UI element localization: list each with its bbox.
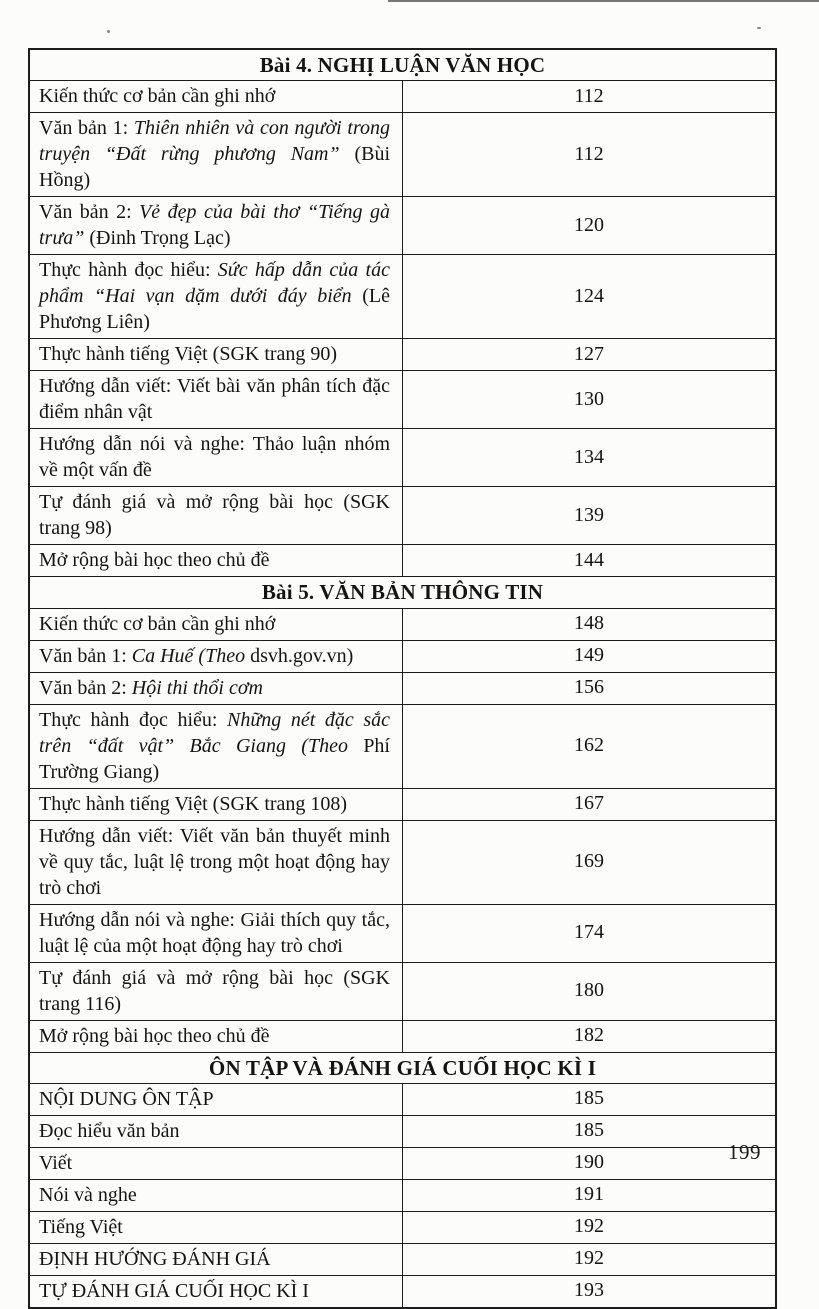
toc-row [29, 371, 776, 429]
row-page-number: 144 [403, 545, 777, 577]
page-number: 199 [728, 1140, 761, 1164]
title-segment: NỘI DUNG ÔN TẬP [39, 1087, 214, 1110]
toc-row [29, 608, 776, 640]
row-title [29, 962, 403, 1020]
title-segment: Kiến thức cơ bản cần ghi nhớ [39, 612, 276, 635]
row-title [29, 1115, 403, 1147]
title-segment: ĐỊNH HƯỚNG ĐÁNH GIÁ [39, 1247, 271, 1270]
title-segment: Nói và nghe [39, 1183, 137, 1206]
row-title [29, 371, 403, 429]
toc-row [29, 672, 776, 704]
row-title [29, 672, 403, 704]
row-page-number: 182 [403, 1020, 777, 1052]
toc-row [29, 1020, 776, 1052]
toc-row [29, 1083, 776, 1115]
title-segment-italic: Thiên nhiên và con người trong truyện “Đất rừng phương Nam” [39, 117, 390, 166]
row-title [29, 197, 403, 255]
title-segment: Hướng dẫn viết: Viết bài văn phân tích đặc điểm nhân vật [39, 375, 390, 424]
row-title [29, 1083, 403, 1115]
row-page-number: 191 [403, 1179, 777, 1211]
row-page-number: 130 [403, 371, 777, 429]
section-header-row [29, 577, 776, 608]
row-title [29, 545, 403, 577]
row-page-number: 192 [403, 1243, 777, 1275]
section-header: Bài 4. NGHỊ LUẬN VĂN HỌC [29, 49, 776, 81]
title-segment: Văn bản 1: [39, 117, 134, 140]
title-segment: Thực hành đọc hiểu: [39, 259, 218, 282]
title-segment: Thực hành tiếng Việt (SGK trang 90) [39, 343, 338, 366]
title-segment: Phí Trường Giang) [39, 734, 390, 783]
section-header: Bài 5. VĂN BẢN THÔNG TIN [29, 577, 776, 608]
title-segment: Thực hành tiếng Việt (SGK trang 108) [39, 792, 348, 815]
row-title [29, 1211, 403, 1243]
toc-table [28, 48, 777, 1309]
title-segment: Đọc hiểu văn bản [39, 1119, 180, 1142]
row-title [29, 904, 403, 962]
row-page-number: 193 [403, 1275, 777, 1308]
title-segment: dsvh.gov.vn) [250, 644, 354, 667]
section-header: ÔN TẬP VÀ ĐÁNH GIÁ CUỐI HỌC KÌ I [29, 1052, 776, 1083]
row-title [29, 429, 403, 487]
toc-row [29, 640, 776, 672]
title-segment: Hướng dẫn nói và nghe: Thảo luận nhóm về một vấn đề [39, 433, 390, 482]
title-segment-italic: Hội thi thổi cơm [131, 676, 263, 699]
row-title [29, 788, 403, 820]
row-page-number: 120 [403, 197, 777, 255]
toc-row [29, 820, 776, 904]
title-segment: Tiếng Việt [39, 1215, 123, 1238]
row-title [29, 1275, 403, 1308]
title-segment: Tự đánh giá và mở rộng bài học (SGK trang 98) [39, 491, 390, 540]
title-segment-italic: Ca Huế (Theo [131, 644, 251, 667]
scan-speck [757, 27, 761, 29]
row-title [29, 1179, 403, 1211]
row-title [29, 608, 403, 640]
title-segment: (Lê Phương Liên) [39, 285, 390, 334]
row-page-number: 162 [403, 704, 777, 788]
row-title [29, 820, 403, 904]
toc-row [29, 255, 776, 339]
row-page-number: 112 [403, 81, 777, 113]
row-title [29, 339, 403, 371]
title-segment: Tự đánh giá và mở rộng bài học (SGK trang 116) [39, 966, 390, 1015]
toc-row [29, 904, 776, 962]
scan-edge-artifact [388, 0, 819, 2]
toc-row [29, 1115, 776, 1147]
row-page-number: 149 [403, 640, 777, 672]
toc-row [29, 113, 776, 197]
row-page-number: 134 [403, 429, 777, 487]
toc-row [29, 545, 776, 577]
title-segment-italic: Những nét đặc sắc trên “đất vật” Bắc Giang (Theo [39, 708, 391, 757]
row-title [29, 1243, 403, 1275]
row-title [29, 113, 403, 197]
toc-row [29, 487, 776, 545]
title-segment: Kiến thức cơ bản cần ghi nhớ [39, 85, 276, 108]
row-page-number: 139 [403, 487, 777, 545]
title-segment: Mở rộng bài học theo chủ đề [39, 549, 270, 572]
row-page-number: 148 [403, 608, 777, 640]
row-title [29, 255, 403, 339]
row-page-number: 156 [403, 672, 777, 704]
toc-row [29, 429, 776, 487]
row-page-number: 190 [403, 1147, 777, 1179]
title-segment: Văn bản 2: [39, 676, 132, 699]
row-page-number: 169 [403, 820, 777, 904]
toc-row [29, 81, 776, 113]
title-segment: (Đinh Trọng Lạc) [89, 227, 231, 250]
toc-row [29, 197, 776, 255]
title-segment-italic: Vẻ đẹp của bài thơ “Tiếng gà trưa” [39, 201, 390, 250]
row-title [29, 640, 403, 672]
title-segment: Thực hành đọc hiểu: [39, 708, 228, 731]
toc-row [29, 704, 776, 788]
row-page-number: 112 [403, 113, 777, 197]
title-segment: Văn bản 1: [39, 644, 132, 667]
title-segment: Viết [39, 1151, 73, 1174]
title-segment: TỰ ĐÁNH GIÁ CUỐI HỌC KÌ I [39, 1279, 309, 1302]
row-page-number: 127 [403, 339, 777, 371]
toc-row [29, 1275, 776, 1308]
section-header-row [29, 1052, 776, 1083]
row-page-number: 185 [403, 1083, 777, 1115]
row-title [29, 1147, 403, 1179]
title-segment: Mở rộng bài học theo chủ đề [39, 1024, 270, 1047]
row-page-number: 124 [403, 255, 777, 339]
toc-row [29, 1211, 776, 1243]
row-page-number: 185 [403, 1115, 777, 1147]
row-page-number: 167 [403, 788, 777, 820]
title-segment: Hướng dẫn nói và nghe: Giải thích quy tắc, luật lệ của một hoạt động hay trò chơi [39, 908, 390, 957]
toc-row [29, 788, 776, 820]
toc-row [29, 1179, 776, 1211]
toc-body [29, 49, 776, 1308]
row-title [29, 487, 403, 545]
toc-row [29, 1147, 776, 1179]
row-page-number: 192 [403, 1211, 777, 1243]
title-segment: Hướng dẫn viết: Viết văn bản thuyết minh về quy tắc, luật lệ trong một hoạt động hay trò chơi [39, 824, 390, 899]
toc-row [29, 962, 776, 1020]
row-page-number: 180 [403, 962, 777, 1020]
toc-row [29, 1243, 776, 1275]
row-page-number: 174 [403, 904, 777, 962]
title-segment-italic: Sức hấp dẫn của tác phẩm “Hai vạn dặm dưới đáy biển [39, 259, 390, 308]
toc-row [29, 339, 776, 371]
section-header-row [29, 49, 776, 81]
title-segment: Văn bản 2: [39, 201, 140, 224]
row-title [29, 81, 403, 113]
title-segment: (Bùi Hồng) [39, 143, 390, 192]
row-title [29, 1020, 403, 1052]
scan-speck [107, 30, 110, 33]
row-title [29, 704, 403, 788]
